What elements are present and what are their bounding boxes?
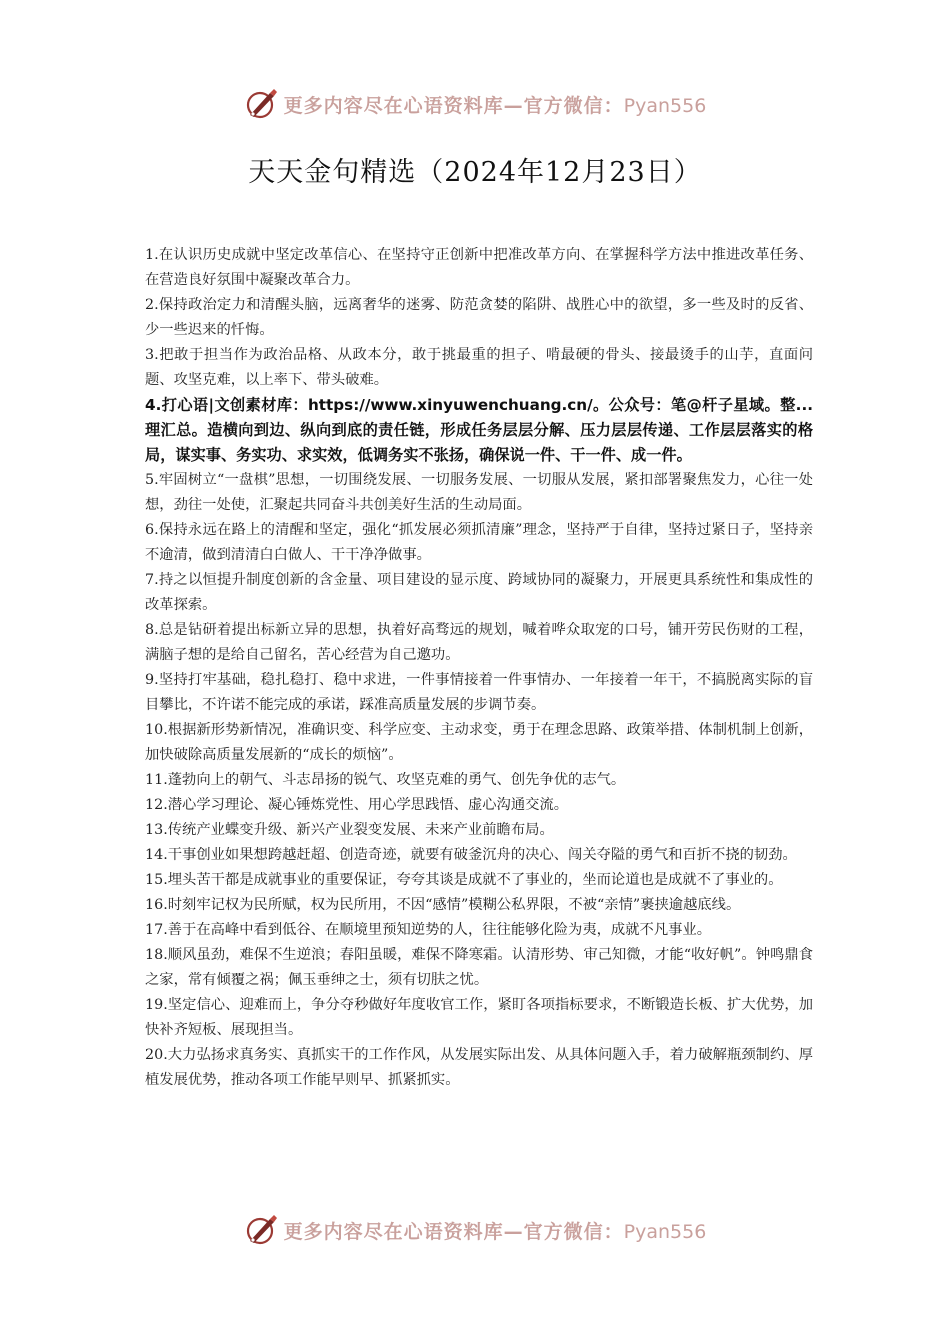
quote-item-4: 4.打心语|文创素材库：https://www.xinyuwenchuang.cn/。公众号：笔@杆子星域。整...理汇总。造横向到边、纵向到底的责任链，形成任务层层分解、压力层层传递、工作层层落实的格局，谋实事、务实功、求实效，低调务实不张扬，确保说一件、干一件、成一件。	[145, 396, 813, 464]
footer-banner	[0, 1210, 950, 1250]
quote-item-6: 6.保持永远在路上的清醒和坚定，强化“抓发展必须抓清廉”理念，坚持严于自律，坚持过紧日子，坚持亲不逾清，做到清清白白做人、干干净净做事。	[145, 522, 813, 563]
quote-item-5: 5.牢固树立“一盘棋”思想，一切围绕发展、一切服务发展、一切服从发展，紧扣部署聚焦发力，心往一处想，劲往一处使，汇聚起共同奋斗共创美好生活的生动局面。	[145, 472, 813, 513]
quote-item-20: 20.大力弘扬求真务实、真抓实干的工作作风，从发展实际出发、从具体问题入手，着力破解瓶颈制约、厚植发展优势，推动各项工作能早则早、抓紧抓实。	[145, 1047, 813, 1088]
quote-item-13: 13.传统产业蝶变升级、新兴产业裂变发展、未来产业前瞻布局。	[145, 822, 554, 838]
quote-item-3: 3.把敢于担当作为政治品格、从政本分，敢于挑最重的担子、啃最硬的骨头、接最烫手的山芋，直面问题、攻坚克难，以上率下、带头破难。	[145, 347, 813, 388]
quote-list	[145, 243, 813, 1093]
header-banner-text: 更多内容尽在心语资料库—官方微信：Pyan556	[283, 94, 707, 117]
quote-item-2: 2.保持政治定力和清醒头脑，远离奢华的迷雾、防范贪婪的陷阱、战胜心中的欲望，多一些及时的反省、少一些迟来的忏悔。	[145, 297, 813, 338]
pen-logo-icon	[244, 87, 278, 121]
wechat-id: Pyan556	[623, 94, 707, 117]
footer-banner-text: 更多内容尽在心语资料库—官方微信：Pyan556	[283, 1220, 707, 1243]
quote-item-8: 8.总是钻研着提出标新立异的思想，执着好高骛远的规划，喊着哗众取宠的口号，铺开劳民伤财的工程，满脑子想的是给自己留名，苦心经营为自己邀功。	[145, 622, 813, 663]
quote-item-7: 7.持之以恒提升制度创新的含金量、项目建设的显示度、跨域协同的凝聚力，开展更具系统性和集成性的改革探索。	[145, 572, 813, 613]
quote-item-14: 14.干事创业如果想跨越赶超、创造奇迹，就要有破釜沉舟的决心、闯关夺隘的勇气和百折不挠的韧劲。	[145, 847, 797, 863]
quote-item-19: 19.坚定信心、迎难而上，争分夺秒做好年度收官工作，紧盯各项指标要求，不断锻造长板、扩大优势，加快补齐短板、展现担当。	[145, 997, 813, 1038]
quote-item-1: 1.在认识历史成就中坚定改革信心、在坚持守正创新中把准改革方向、在掌握科学方法中推进改革任务、在营造良好氛围中凝聚改革合力。	[145, 247, 813, 288]
quote-item-15: 15.埋头苦干都是成就事业的重要保证，夸夸其谈是成就不了事业的，坐而论道也是成就不了事业的。	[145, 872, 783, 888]
quote-item-9: 9.坚持打牢基础，稳扎稳打、稳中求进，一件事情接着一件事情办、一年接着一年干，不搞脱离实际的盲目攀比，不许诺不能完成的承诺，踩准高质量发展的步调节奏。	[145, 672, 813, 713]
wechat-id: Pyan556	[623, 1220, 707, 1243]
header-banner	[0, 84, 950, 124]
pen-logo-icon	[244, 1213, 278, 1247]
page-title: 天天金句精选（2024年12月23日）	[248, 157, 702, 188]
quote-item-16: 16.时刻牢记权为民所赋，权为民所用，不因“感情”模糊公私界限，不被“亲情”裹挟逾越底线。	[145, 897, 741, 913]
quote-item-12: 12.潜心学习理论、凝心锤炼党性、用心学思践悟、虚心沟通交流。	[145, 797, 569, 813]
quote-item-17: 17.善于在高峰中看到低谷、在顺境里预知逆势的人，往往能够化险为夷，成就不凡事业。	[145, 922, 712, 938]
quote-item-11: 11.蓬勃向上的朝气、斗志昂扬的锐气、攻坚克难的勇气、创先争优的志气。	[145, 772, 626, 788]
quote-item-18: 18.顺风虽劲，难保不生逆浪；春阳虽暖，难保不降寒霜。认清形势、审己知微，才能“收好帆”。钟鸣鼎食之家，常有倾覆之祸；佩玉垂绅之士，须有切肤之忧。	[145, 947, 813, 988]
quote-item-10: 10.根据新形势新情况，准确识变、科学应变、主动求变，勇于在理念思路、政策举措、体制机制上创新，加快破除高质量发展新的“成长的烦恼”。	[145, 722, 813, 763]
